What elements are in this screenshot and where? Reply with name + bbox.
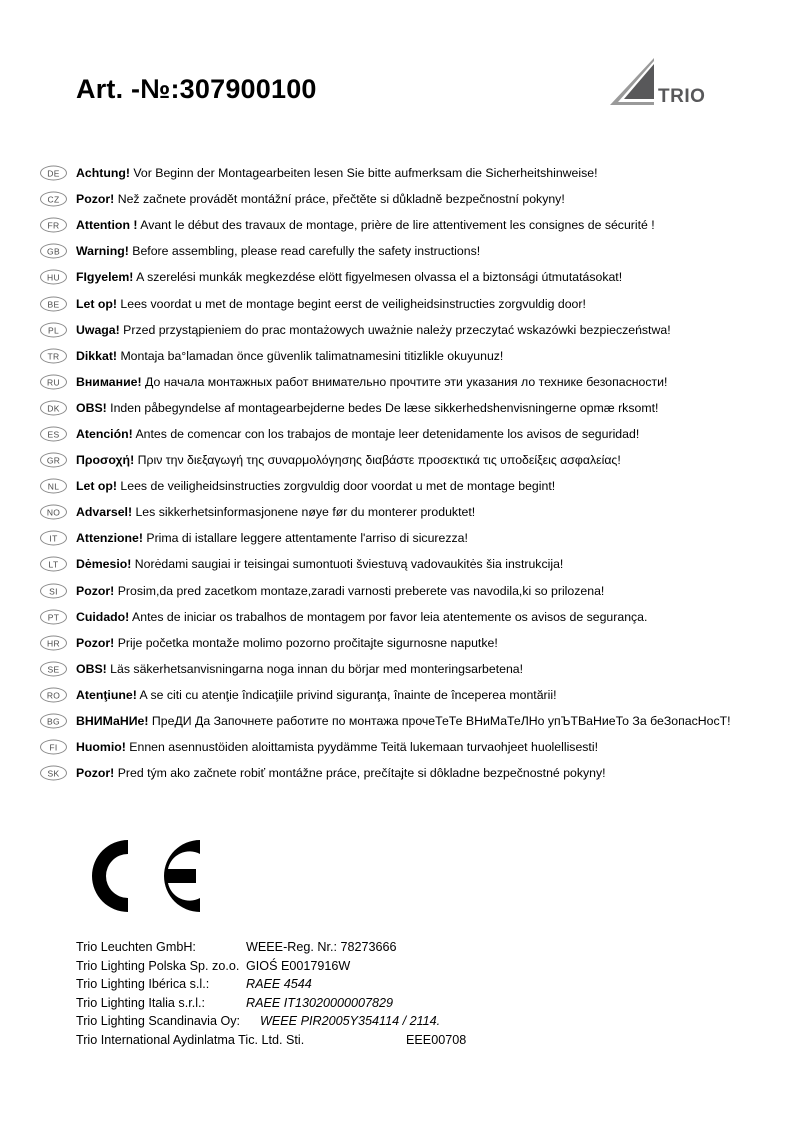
- language-code-badge: HR: [40, 635, 67, 650]
- company-name: Trio Lighting Italia s.r.l.:: [76, 995, 206, 1010]
- language-warning-text: [76, 636, 498, 650]
- language-warning-text: [76, 505, 475, 519]
- language-warning-body: Pred tým ako začnete robiť montážne práce, prečítajte si dôkladne bezpečnostné pokyny!: [117, 766, 606, 781]
- language-code-badge: BG: [40, 714, 67, 729]
- language-code-badge: HU: [40, 270, 67, 285]
- language-warning-row: [0, 656, 802, 682]
- language-warning-text: [76, 584, 604, 598]
- language-code-badge: RU: [40, 374, 67, 389]
- language-code-badge: RO: [40, 687, 67, 702]
- language-code-badge: FR: [40, 218, 67, 233]
- company-registration-row: [76, 940, 716, 959]
- language-code-badge: PL: [40, 322, 67, 337]
- language-warning-keyword: Huomio!: [76, 740, 126, 755]
- language-warning-keyword: Dikkat!: [76, 348, 118, 363]
- company-name: Trio International Aydinlatma Tic. Ltd. Sti.: [76, 1032, 305, 1047]
- language-warning-keyword: Attention !: [76, 218, 138, 233]
- language-code-badge: LT: [40, 557, 67, 572]
- language-code-badge: TR: [40, 348, 67, 363]
- company-name: Trio Lighting Scandinavia Oy:: [76, 1014, 241, 1028]
- company-registration-number: GIOŚ E0017916W: [246, 958, 351, 973]
- language-warning-keyword: Warning!: [76, 244, 129, 259]
- company-registration-number: RAEE IT13020000007829: [246, 995, 394, 1010]
- language-code-badge: SE: [40, 661, 67, 676]
- language-code-badge: GR: [40, 453, 67, 468]
- language-warning-body: A se citi cu atenţie îndicaţiile privind siguranţa, înainte de începerea montării!: [139, 687, 557, 702]
- language-warning-keyword: Pozor!: [76, 635, 115, 650]
- language-code-badge: PT: [40, 609, 67, 624]
- company-registration-number: WEEE-Reg. Nr.: 78273666: [246, 940, 397, 954]
- language-warning-keyword: Uwaga!: [76, 322, 120, 337]
- language-warning-text: [76, 349, 503, 363]
- company-registration-number: WEEE PIR2005Y354114 / 2114.: [260, 1014, 441, 1028]
- language-code-badge: SK: [40, 766, 67, 781]
- language-warning-row: [0, 395, 802, 421]
- language-warning-keyword: Atenţiune!: [76, 687, 137, 702]
- language-warning-keyword: Pozor!: [76, 192, 115, 207]
- language-warning-row: [0, 212, 802, 238]
- language-warning-body: Πριν την διεξαγωγή της συναρμολόγησης διαβάστε προσεκτικά τις υποδείξεις ασφαλείας!: [137, 453, 621, 468]
- language-warning-keyword: Advarsel!: [76, 505, 133, 520]
- language-code-badge: NL: [40, 479, 67, 494]
- language-warning-keyword: Attenzione!: [76, 531, 143, 546]
- language-warning-text: [76, 427, 639, 441]
- language-warning-body: Antes de iniciar os trabalhos de montagem por favor leia atentemente os avisos de segurança.: [132, 609, 648, 624]
- language-warning-keyword: ВНИМаНИе!: [76, 714, 149, 729]
- document-header: [0, 58, 802, 128]
- language-warning-body: Vor Beginn der Montagearbeiten lesen Sie bitte aufmerksam die Sicherheitshinweise!: [133, 166, 598, 181]
- language-warning-row: [0, 734, 802, 760]
- language-code-badge: FI: [40, 740, 67, 755]
- page-title: Art. -№:307900100: [76, 74, 317, 104]
- language-warning-keyword: Pozor!: [76, 583, 115, 598]
- company-registration-row: [76, 959, 716, 978]
- language-warning-text: [76, 192, 565, 206]
- language-warning-body: Montaja ba°lamadan önce güvenlik talimatnamesini titizlikle okuyunuz!: [120, 348, 504, 363]
- language-warning-keyword: Achtung!: [76, 166, 130, 181]
- language-warning-text: [76, 662, 523, 676]
- language-warning-body: Les sikkerhetsinformasjonene nøye før du monterer produktet!: [135, 505, 476, 520]
- language-code-badge: NO: [40, 505, 67, 520]
- language-warning-text: [76, 714, 731, 728]
- language-warning-keyword: Let op!: [76, 296, 117, 311]
- language-warning-text: [76, 479, 555, 493]
- language-warning-keyword: OBS!: [76, 400, 107, 415]
- language-warning-body: Prima di istallare leggere attentamente l'arriso di sicurezza!: [146, 531, 468, 546]
- language-warning-text: [76, 244, 480, 258]
- language-warning-row: [0, 551, 802, 577]
- company-registration-row: [76, 1033, 716, 1052]
- language-warning-row: [0, 630, 802, 656]
- language-warning-body: Lees voordat u met de montage begint eerst de veiligheidsinstructies zorgvuldig door!: [120, 296, 586, 311]
- language-warning-body: Než začnete provádět montážní práce, přečtěte si důkladně bezpečnostní pokyny!: [117, 192, 565, 207]
- company-name: Trio Lighting Ibérica s.l.:: [76, 977, 210, 991]
- language-warning-text: [76, 218, 655, 232]
- company-name: Trio Lighting Polska Sp. zo.o.: [76, 958, 240, 973]
- company-registration-table: [76, 940, 716, 1051]
- language-warning-text: [76, 270, 622, 284]
- language-warning-body: Prije početka montaže molimo pozorno pročitajte sigurnosne naputke!: [117, 635, 498, 650]
- language-warning-body: Prosim,da pred zacetkom montaze,zaradi varnosti preberete vas navodila,ki so prilozena!: [117, 583, 605, 598]
- language-code-badge: DK: [40, 400, 67, 415]
- language-warning-keyword: Cuidado!: [76, 609, 130, 624]
- language-code-badge: GB: [40, 244, 67, 259]
- language-warning-text: [76, 375, 667, 389]
- language-code-badge: SI: [40, 583, 67, 598]
- language-warning-text: [76, 766, 606, 780]
- language-warning-row: [0, 447, 802, 473]
- language-warning-row: [0, 604, 802, 630]
- language-warning-row: [0, 290, 802, 316]
- language-warning-text: [76, 740, 598, 754]
- language-warning-keyword: Let op!: [76, 479, 117, 494]
- language-warning-text: [76, 688, 557, 702]
- language-warning-keyword: Dėmesio!: [76, 557, 132, 572]
- language-warning-row: [0, 760, 802, 786]
- language-warning-body: Läs säkerhetsanvisningarna noga innan du börjar med monteringsarbetena!: [110, 661, 524, 676]
- language-warning-keyword: FIgyelem!: [76, 270, 134, 285]
- language-warning-row: [0, 708, 802, 734]
- language-warning-body: Before assembling, please read carefully the safety instructions!: [132, 244, 481, 259]
- language-warning-text: [76, 297, 586, 311]
- language-warning-keyword: Внимание!: [76, 374, 142, 389]
- language-warning-row: [0, 343, 802, 369]
- language-code-badge: ES: [40, 426, 67, 441]
- language-warning-keyword: Pozor!: [76, 766, 115, 781]
- language-warning-body: A szerelési munkák megkezdése elött figyelmesen olvassa el a biztonsági útmutatásokat!: [136, 270, 623, 285]
- language-warning-body: Przed przystąpieniem do prac montażowych uważnie należy przeczytać wskazówki bezpieczeństwa!: [123, 322, 671, 337]
- language-warning-row: [0, 238, 802, 264]
- language-warning-text: [76, 401, 658, 415]
- language-warning-body: Norėdami saugiai ir teisingai sumontuoti šviestuvą vadovaukitės šia instrukcija!: [134, 557, 564, 572]
- language-warning-text: [76, 323, 671, 337]
- language-warning-row: [0, 369, 802, 395]
- language-warning-row: [0, 186, 802, 212]
- language-warning-keyword: Προσοχή!: [76, 453, 135, 468]
- company-registration-row: [76, 977, 716, 996]
- language-warning-body: ПреДИ Да Започнете работите по монтажа прочеТеТе ВНиМаТеЛНо упЪТВаНиеТо За беЗопасНосТ!: [151, 714, 731, 729]
- language-warning-text: [76, 531, 468, 545]
- language-warning-list: [0, 160, 802, 786]
- language-warning-text: [76, 453, 621, 467]
- language-code-badge: BE: [40, 296, 67, 311]
- language-warning-row: [0, 499, 802, 525]
- language-warning-row: [0, 578, 802, 604]
- language-warning-text: [76, 610, 647, 624]
- language-warning-row: [0, 421, 802, 447]
- language-warning-row: [0, 525, 802, 551]
- language-code-badge: DE: [40, 166, 67, 181]
- company-registration-number: RAEE 4544: [246, 977, 312, 991]
- language-warning-row: [0, 682, 802, 708]
- language-warning-keyword: Atención!: [76, 426, 133, 441]
- svg-text:TRIO: TRIO: [658, 86, 706, 107]
- language-warning-body: Inden påbegyndelse af montagearbejderne bedes De læse sikkerhedshenvisningerne opmæ rksomt!: [110, 400, 659, 415]
- language-warning-body: До начала монтажных работ внимательно прочтите эти указания ло технике безопасности!: [144, 374, 668, 389]
- language-warning-row: [0, 264, 802, 290]
- language-warning-row: [0, 473, 802, 499]
- language-warning-keyword: OBS!: [76, 661, 107, 676]
- language-code-badge: CZ: [40, 192, 67, 207]
- ce-mark-icon: [72, 833, 202, 919]
- language-warning-body: Avant le début des travaux de montage, prière de lire attentivement les consignes de sécurité !: [140, 218, 655, 233]
- language-warning-row: [0, 160, 802, 186]
- language-warning-body: Lees de veiligheidsinstructies zorgvuldig door voordat u met de montage begint!: [120, 479, 556, 494]
- language-warning-body: Antes de comencar con los trabajos de montaje leer detenidamente los avisos de seguridad!: [135, 426, 640, 441]
- language-warning-body: Ennen asennustöiden aloittamista pyydämme Teitä lukemaan turvaohjeet huolellisesti!: [129, 740, 598, 755]
- language-warning-text: [76, 166, 598, 180]
- language-warning-row: [0, 317, 802, 343]
- company-registration-row: [76, 996, 716, 1015]
- trio-logo: [610, 58, 722, 120]
- company-registration-number: EEE00708: [406, 1032, 467, 1047]
- company-registration-row: [76, 1014, 716, 1033]
- language-warning-text: [76, 557, 563, 571]
- language-code-badge: IT: [40, 531, 67, 546]
- company-name: Trio Leuchten GmbH:: [76, 940, 196, 954]
